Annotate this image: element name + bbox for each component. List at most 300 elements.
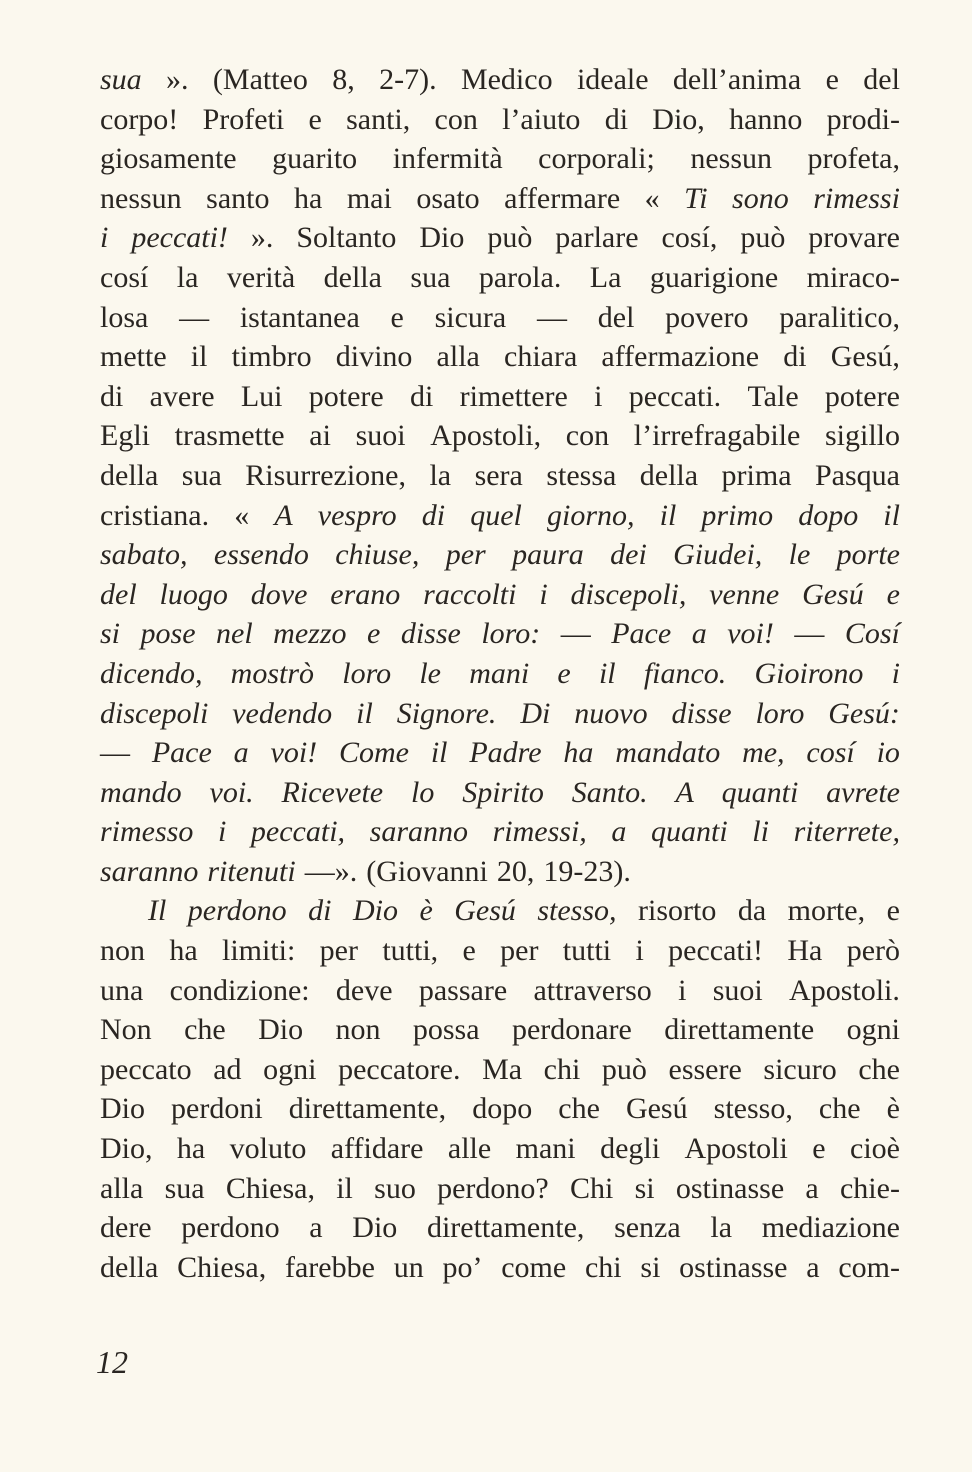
word: e [557,656,571,690]
word: Risurrezione, [245,458,406,492]
word: saranno [369,815,468,849]
word: ostinasse [679,1250,788,1284]
word: corpo! [100,102,179,136]
word: Chiesa, [177,1250,267,1284]
word: lo [410,775,435,809]
word: di [604,102,629,136]
word: cosí, [661,221,718,255]
word: con [565,419,610,453]
word: rimessi [813,181,900,215]
word: peccati! [668,934,764,968]
word: perdono [181,1211,280,1245]
word: Gioirono [754,656,864,690]
word: ostinasse [675,1171,785,1205]
word: chiara [504,340,578,374]
word: l’irrefragabile [633,419,801,453]
word: — [794,617,825,651]
text-line [100,100,900,140]
word: e [308,102,322,136]
word: dell’anima [672,63,802,96]
word: chie- [839,1171,900,1205]
word: i [678,973,687,1007]
word: della [100,1250,159,1284]
word: è [419,894,433,928]
word: del [100,577,137,611]
word: Gesú [625,1092,688,1126]
word: rimesso [100,815,194,849]
word: cosí [100,260,149,294]
word: nessun [690,142,772,176]
word: della [323,260,382,294]
word: ha [176,1132,206,1166]
word: a [611,815,627,849]
word: parlare [555,221,639,255]
word: A [274,498,293,532]
word: Apostoli [684,1132,788,1166]
word: Tale [747,379,799,413]
word: affidare [330,1132,424,1166]
word: mandato [615,736,721,770]
word: dopo [798,498,859,532]
word: affermare [504,181,621,215]
word: con [434,102,478,136]
word: dopo [472,1092,533,1126]
word: mani [515,1132,576,1166]
word: pose [140,617,196,651]
text-line [100,179,900,219]
text-line [100,1089,900,1129]
word: prodi- [826,102,900,136]
word: prima [721,458,792,492]
word: sera [474,458,523,492]
word: farebbe [285,1250,375,1284]
word: po’ [442,1250,483,1284]
word: porte [836,538,900,572]
word: Ha [787,934,823,968]
word: perdono? [437,1171,549,1205]
word: 8, [332,63,355,96]
word: ». [250,221,274,255]
word: tutti [562,934,612,968]
word: per [319,934,358,968]
word: a [233,736,249,770]
word: osato [416,181,480,215]
word: peccati, [250,815,346,849]
word: attraverso [533,973,652,1007]
word: i [100,221,109,255]
word: sua [181,458,222,492]
word: cioè [850,1132,900,1166]
word: potere [824,379,900,413]
word: suoi [355,419,406,453]
word: voi! [727,617,774,651]
word: e [390,300,404,334]
word: Dio [352,894,398,928]
body-text [100,60,900,1287]
word: i [539,577,548,611]
word: parola. [478,260,562,294]
word: Signore. [396,696,497,730]
word: Gesú: [828,696,900,730]
word: e [825,63,839,96]
text-line [100,694,900,734]
word: paralitico, [779,300,900,334]
word: l’aiuto [502,102,581,136]
word: Dio [258,1013,304,1047]
word: ritenuti [207,854,296,888]
word: la [710,1211,733,1245]
word: Ti [684,181,708,215]
word: voi! [270,736,318,770]
word: provare [808,221,900,255]
word: raccolti [423,577,517,611]
word: Pace [611,617,672,651]
word: una [100,973,144,1007]
word: il [659,498,677,532]
word: loro [342,656,392,690]
word: santo [206,181,270,215]
word: nessun [100,181,182,215]
word: — [179,300,210,334]
text-line [100,575,900,615]
word: del [863,63,900,96]
word: e [367,617,381,651]
text-line [100,1208,900,1248]
word: io [876,736,900,770]
word: le [419,656,441,690]
word: Dio, [100,1132,153,1166]
word: cosí [806,736,855,770]
word: il [356,696,373,730]
word: della [639,458,699,492]
word: Apostoli, [430,419,542,453]
word: per [500,934,539,968]
word: infermità [392,142,503,176]
text-line [100,258,900,298]
word: dei [610,538,647,572]
word: Cosí [844,617,900,651]
word: però [846,934,900,968]
word: sicura [434,300,507,334]
word: mani [469,656,530,690]
word: divino [335,340,413,374]
text-line [100,456,900,496]
word: saranno [100,854,199,888]
word: Gesú [802,577,864,611]
word: sua [164,1171,205,1205]
word: un [393,1250,424,1284]
word: sigillo [824,419,900,453]
word: losa [100,300,149,334]
word: dove [250,577,308,611]
word: 20, [496,854,535,888]
word: Giudei, [673,538,763,572]
word: del [597,300,635,334]
word: tutti, [382,934,439,968]
word: vespro [317,498,397,532]
text-line [100,60,900,100]
word: loro [755,696,805,730]
word: rimettere [459,379,568,413]
word: a [805,1171,819,1205]
word: risorto [638,894,717,928]
word: santi, [346,102,411,136]
word: i [217,815,227,849]
word: i [594,379,603,413]
word: Non [100,1013,152,1047]
word: Chiesa, [225,1171,315,1205]
word: chi [584,1250,622,1284]
word: fianco. [643,656,727,690]
text-line [100,298,900,338]
word: alle [447,1132,492,1166]
word: luogo [159,577,228,611]
word: La [589,260,622,294]
word: di [308,894,332,928]
word: giorno, [546,498,635,532]
word: Spirito [462,775,544,809]
word: il [190,340,208,374]
word: discepoli [100,696,209,730]
word: « [644,181,660,215]
word: morte, [787,894,866,928]
word: direttamente, [426,1211,585,1245]
word: mezzo [273,617,347,651]
word: perdonare [511,1013,632,1047]
text-line [100,337,900,377]
word: guarito [272,142,358,176]
word: è [886,1092,900,1126]
text-line [100,377,900,417]
word: il [430,736,448,770]
word: Pace [151,736,212,770]
text-line [100,1169,900,1209]
text-line [100,852,900,892]
text-line [100,139,900,179]
text-line [100,773,900,813]
word: suoi [712,973,763,1007]
word: ». [166,63,189,96]
word: nel [216,617,253,651]
word: non [100,934,145,968]
text-line [100,1050,900,1090]
word: di [409,379,434,413]
word: (Giovanni [366,854,488,888]
word: perdoni [171,1092,263,1126]
word: suo [374,1171,416,1205]
word: si [634,1171,655,1205]
word: stessa [546,458,617,492]
word: limiti: [221,934,296,968]
word: Dio [419,221,465,255]
word: affermazione [601,340,760,374]
word: stesso, [713,1092,793,1126]
word: direttamente [664,1013,815,1047]
word: quel [470,498,522,532]
word: ha [563,736,594,770]
word: essendo [213,538,309,572]
word: voluto [229,1132,307,1166]
word: Dio [100,1092,145,1126]
word: il [336,1171,353,1205]
text-line [100,535,900,575]
word: Gesú [454,894,516,928]
word: —». [304,854,358,888]
word: verità [226,260,296,294]
word: voi. [209,775,254,809]
word: mando [100,775,182,809]
word: per [445,538,486,572]
word: Medico [460,63,553,96]
page-number: 12 [96,1344,128,1380]
word: Ma [482,1052,523,1086]
text-line [100,971,900,1011]
word: povero [665,300,749,334]
word: Chi [569,1171,614,1205]
word: corporali; [538,142,655,176]
word: erano [330,577,401,611]
word: trasmette [174,419,285,453]
word: Apostoli. [789,973,900,1007]
word: 2-7). [379,63,437,96]
word: loro: [481,617,541,651]
text-line [100,496,900,536]
word: mostrò [230,656,315,690]
word: giosamente [100,142,237,176]
word: Gesú, [830,340,900,374]
word: disse [671,696,732,730]
word: dere [100,1211,152,1245]
text-line [100,1129,900,1169]
word: Santo. [571,775,648,809]
word: primo [701,498,774,532]
word: sabato, [100,538,188,572]
word: che [858,1052,900,1086]
word: degli [600,1132,661,1166]
word: sua [410,260,451,294]
word: me, [742,736,785,770]
text-line [100,218,900,258]
word: passare [418,973,508,1007]
word: perdono [187,894,287,928]
word: Padre [469,736,542,770]
word: guarigione [649,260,779,294]
word: deve [335,973,393,1007]
word: e [462,934,476,968]
word: senza [614,1211,681,1245]
word: « [234,498,250,532]
word: istantanea [239,300,360,334]
word: quanti [651,815,728,849]
word: riterrete, [793,815,900,849]
word: della [100,458,159,492]
word: il [598,656,616,690]
word: Il [148,894,167,928]
word: avere [149,379,215,413]
word: ogni [263,1052,317,1086]
word: alla [436,340,480,374]
word: si [640,1250,661,1284]
word: com- [838,1250,900,1284]
word: di [783,340,807,374]
word: profeta, [807,142,900,176]
word: Lui [240,379,283,413]
word: disse [400,617,461,651]
word: (Matteo [212,63,308,96]
word: Come [338,736,409,770]
word: peccati! [131,221,228,255]
word: il [883,498,900,532]
text-line [100,812,900,852]
word: sicuro [763,1052,837,1086]
word: e [812,1132,826,1166]
word: — [560,617,591,651]
text-line [100,733,900,773]
word: Dio [352,1211,398,1245]
word: vedendo [232,696,333,730]
word: si [100,617,121,651]
word: ideale [576,63,649,96]
word: peccati. [628,379,722,413]
text-line [100,654,900,694]
word: cristiana. [100,498,210,532]
word: i [891,656,900,690]
word: di [421,498,446,532]
word: le [788,538,811,572]
word: e [886,577,900,611]
word: a [691,617,707,651]
word: e [886,894,900,928]
word: Di [520,696,551,730]
text-line [100,1010,900,1050]
word: sua [100,63,142,96]
text-line [100,891,900,931]
word: miraco- [806,260,900,294]
word: peccatore. [338,1052,461,1086]
text-line [100,416,900,456]
word: mediazione [761,1211,900,1245]
word: ha [294,181,323,215]
word: la [429,458,452,492]
word: alla [100,1171,144,1205]
word: ad [213,1052,242,1086]
word: che [184,1013,226,1047]
word: nuovo [574,696,648,730]
word: può [601,1052,647,1086]
word: venne [709,577,780,611]
word: Soltanto [296,221,397,255]
word: possa [412,1013,480,1047]
word: — [100,736,130,770]
word: mette [100,340,167,374]
word: a [309,1211,323,1245]
word: sono [732,181,789,215]
word: chi [543,1052,581,1086]
text-line [100,614,900,654]
word: quanti [721,775,799,809]
word: rimessi, [492,815,587,849]
word: che [818,1092,861,1126]
word: come [501,1250,567,1284]
word: direttamente, [288,1092,447,1126]
word: paura [512,538,584,572]
word: può [487,221,533,255]
word: la [176,260,199,294]
word: avrete [826,775,900,809]
word: da [737,894,767,928]
word: Ricevete [281,775,384,809]
word: Pasqua [814,458,900,492]
